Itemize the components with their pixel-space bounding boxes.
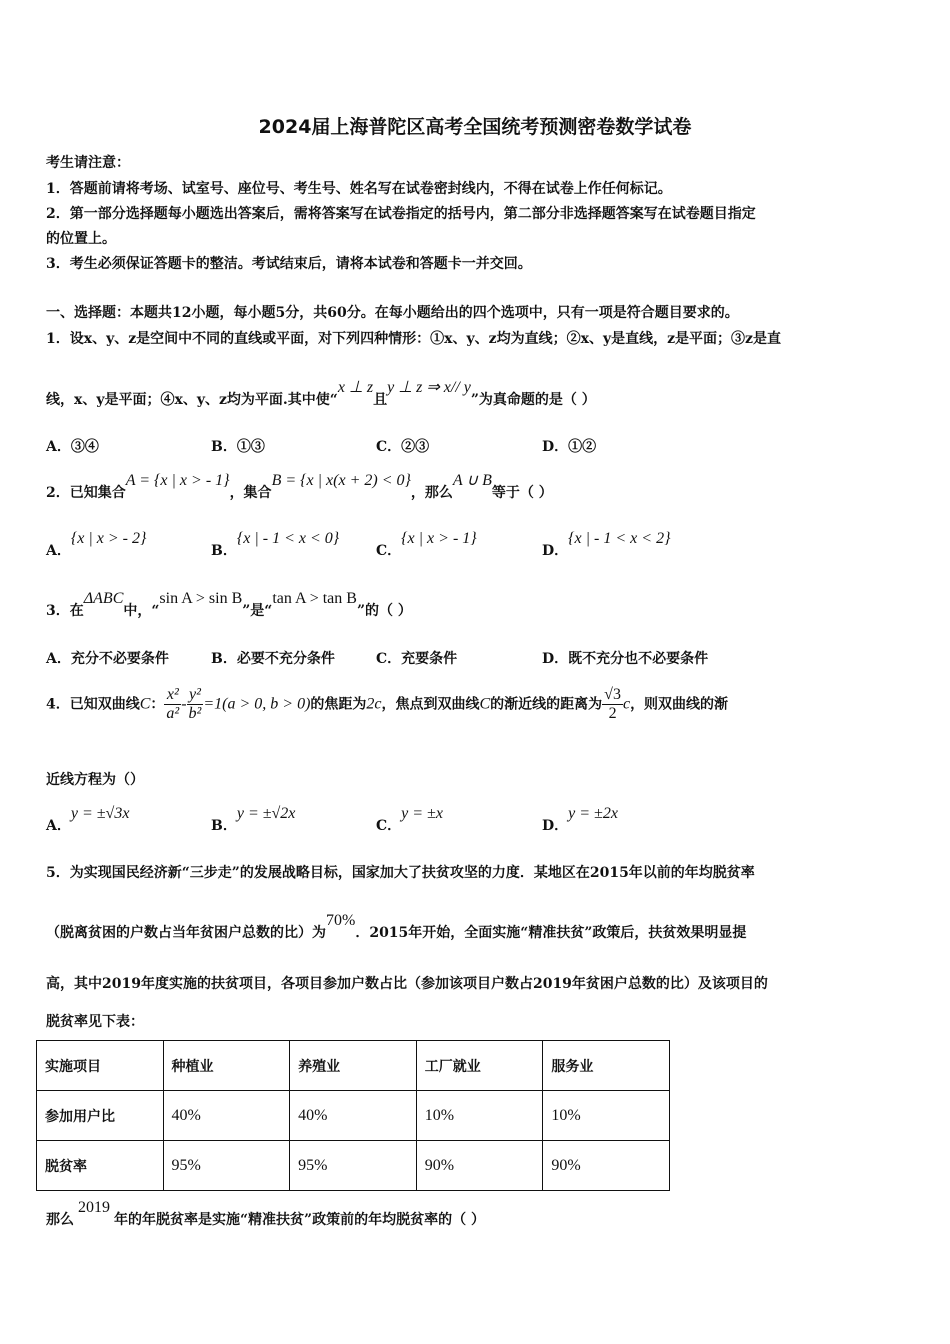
q5-line-3: 高，其中2019年度实施的扶贫项目，各项目参加户数占比（参加该项目户数占2019年贫困户总数的比）及该项目的 [46, 976, 768, 992]
q4-option-c[interactable] [376, 805, 443, 835]
q1-option-c[interactable]: C．②③ [376, 439, 430, 455]
table-row [37, 1141, 670, 1191]
q3-triangle: ΔABC [83, 590, 124, 607]
q4-option-a-label: A． [46, 818, 71, 834]
q2-option-c-label: C． [376, 543, 402, 559]
q3-mid-1: 中，“ [123, 603, 160, 619]
q3-option-b[interactable]: B．必要不充分条件 [211, 651, 335, 667]
q3-suffix: ”的（ ） [356, 603, 412, 619]
q4-mid-2: ，焦点到双曲线 [381, 696, 480, 713]
q4-stem [46, 686, 728, 723]
q5-tail [46, 1199, 485, 1229]
q2-mid-1: ，集合 [229, 485, 272, 501]
q4-sqrt3: √3 [604, 686, 621, 703]
q2-option-d-value: {x | - 1 < x < 2} [568, 530, 671, 547]
table-cell: 脱贫率 [37, 1141, 164, 1191]
q1-option-d[interactable]: D．①② [542, 439, 597, 455]
q2-mid-2: ，那么 [410, 485, 453, 501]
q2-set-a: A = {x | x > - 1} [125, 472, 230, 489]
table-header-cell: 服务业 [543, 1041, 670, 1091]
q2-option-a-value: {x | x > - 2} [70, 530, 147, 547]
q2-option-b-label: B． [211, 543, 237, 559]
q2-option-c[interactable] [376, 530, 477, 560]
table-header-cell: 养殖业 [290, 1041, 417, 1091]
q5-pct: 70% [326, 912, 356, 929]
q4-minus: - [181, 695, 187, 713]
q3-option-c[interactable]: C．充要条件 [376, 651, 458, 667]
q4-frac-x [164, 686, 181, 723]
q1-option-a[interactable]: A．③④ [46, 439, 99, 455]
q4-option-d-value: y = ±2x [568, 805, 618, 822]
section-heading: 一、选择题：本题共12小题，每小题5分，共60分。在每小题给出的四个选项中，只有一项是符合题目要求的。 [46, 305, 739, 321]
q2-union: A ∪ B [452, 472, 492, 489]
table-cell: 40% [290, 1091, 417, 1141]
q2-suffix: 等于（ ） [491, 485, 553, 501]
q4-focal-length: 2c [366, 695, 382, 713]
q4-option-b[interactable] [211, 805, 296, 835]
q4-option-c-value: y = ±x [401, 805, 443, 822]
q4-option-a-value: y = ±√3x [70, 805, 130, 822]
q1-math-2: y ⊥ z ⇒ x// y [387, 379, 471, 396]
q2-option-b-value: {x | - 1 < x < 0} [236, 530, 340, 547]
q1-text-b: 且 [373, 392, 388, 408]
q2-option-d-label: D． [542, 543, 569, 559]
q4-option-a[interactable] [46, 805, 130, 835]
notice-heading: 考生请注意： [46, 155, 130, 171]
q4-mid-3: 的渐近线的距离为 [490, 696, 603, 713]
q3-option-a[interactable]: A．充分不必要条件 [46, 651, 169, 667]
q4-frac-dist [602, 686, 623, 723]
q4-condition: =1(a > 0, b > 0) [203, 695, 311, 713]
q3-cond-2: tan A > tan B [272, 590, 357, 607]
q4-curve-c: C [139, 695, 151, 713]
table-cell: 90% [416, 1141, 543, 1191]
table-cell: 10% [543, 1091, 670, 1141]
q4-b-squared: b² [188, 705, 202, 722]
table-header-cell: 工厂就业 [416, 1041, 543, 1091]
q2-stem [46, 472, 553, 502]
table-cell: 95% [290, 1141, 417, 1191]
table-header-cell: 种植业 [163, 1041, 290, 1091]
q4-prefix: 4．已知双曲线 [46, 696, 140, 713]
q1-text-a: 线，x、y是平面；④x、y、z均为平面.其中使“ [46, 392, 338, 408]
q4-option-c-label: C． [376, 818, 402, 834]
notice-item-3: 3．考生必须保证答题卡的整洁。考试结束后，请将本试卷和答题卡一并交回。 [46, 256, 532, 272]
q4-option-d[interactable] [542, 805, 618, 835]
q4-suffix: ，则双曲线的渐 [630, 696, 729, 713]
q5-text-b: ．2015年开始，全面实施“精准扶贫”政策后，扶贫效果明显提 [355, 925, 747, 941]
q1-line-1: 1．设x、y、z是空间中不同的直线或平面，对下列四种情形：①x、y、z均为直线；②x、y是直线，z是平面；③z是直 [46, 331, 781, 347]
q4-line-2: 近线方程为（） [46, 772, 144, 788]
q5-year: 2019 [78, 1199, 110, 1216]
table-header-row [37, 1041, 670, 1091]
q1-text-c: ”为真命题的是（ ） [470, 392, 596, 408]
table-row [37, 1091, 670, 1141]
table-cell: 40% [163, 1091, 290, 1141]
poverty-table [36, 1040, 670, 1191]
page-title: 2024届上海普陀区高考全国统考预测密卷数学试卷 [258, 116, 692, 138]
q2-set-b: B = {x | x(x + 2) < 0} [271, 472, 411, 489]
table-cell: 10% [416, 1091, 543, 1141]
q4-two: 2 [608, 705, 617, 722]
q2-option-d[interactable] [542, 530, 671, 560]
table-cell: 90% [543, 1141, 670, 1191]
q1-math-1: x ⊥ z [337, 379, 374, 396]
q4-y-squared: y² [187, 686, 204, 705]
q5-tail-b: 年的年脱贫率是实施“精准扶贫”政策前的年均脱贫率的（ ） [114, 1212, 485, 1228]
q5-line-1: 5．为实现国民经济新“三步走”的发展战略目标，国家加大了扶贫攻坚的力度．某地区在2015年以前的年均脱贫率 [46, 865, 755, 881]
q3-mid-2: ”是“ [242, 603, 273, 619]
q2-option-b[interactable] [211, 530, 340, 560]
notice-item-2b: 的位置上。 [46, 231, 116, 247]
table-cell: 参加用户比 [37, 1091, 164, 1141]
q3-prefix: 3．在 [46, 603, 84, 619]
table-cell: 95% [163, 1141, 290, 1191]
q5-line-2 [46, 912, 747, 942]
q4-curve-c-2: C [479, 695, 491, 713]
q3-stem [46, 590, 412, 620]
q1-line-2 [46, 379, 596, 409]
q2-prefix: 2．已知集合 [46, 485, 126, 501]
table-header-cell: 实施项目 [37, 1041, 164, 1091]
notice-item-2a: 2．第一部分选择题每小题选出答案后，需将答案写在试卷指定的括号内，第二部分非选择题答案写在试卷题目指定 [46, 206, 756, 222]
q3-option-d[interactable]: D．既不充分也不必要条件 [542, 651, 709, 667]
q5-tail-a: 那么 [46, 1212, 74, 1228]
q1-option-b[interactable]: B．①③ [211, 439, 265, 455]
notice-item-1: 1．答题前请将考场、试室号、座位号、考生号、姓名写在试卷密封线内，不得在试卷上作任何标记。 [46, 181, 672, 197]
q5-line-4: 脱贫率见下表： [46, 1014, 144, 1030]
q4-c-var: c [622, 695, 631, 713]
q4-option-b-value: y = ±√2x [236, 805, 296, 822]
q4-mid-1: 的焦距为 [310, 696, 367, 713]
q3-cond-1: sin A > sin B [159, 590, 243, 607]
q5-text-a: （脱离贫困的户数占当年贫困户总数的比）为 [46, 925, 326, 941]
q2-option-c-value: {x | x > - 1} [401, 530, 477, 547]
q4-option-b-label: B． [211, 818, 237, 834]
q4-x-squared: x² [164, 686, 181, 705]
q4-frac-y [187, 686, 204, 723]
q4-option-d-label: D． [542, 818, 569, 834]
q2-option-a-label: A． [46, 543, 71, 559]
q4-colon: ： [150, 696, 165, 713]
q2-option-a[interactable] [46, 530, 147, 560]
q4-a-squared: a² [166, 705, 180, 722]
